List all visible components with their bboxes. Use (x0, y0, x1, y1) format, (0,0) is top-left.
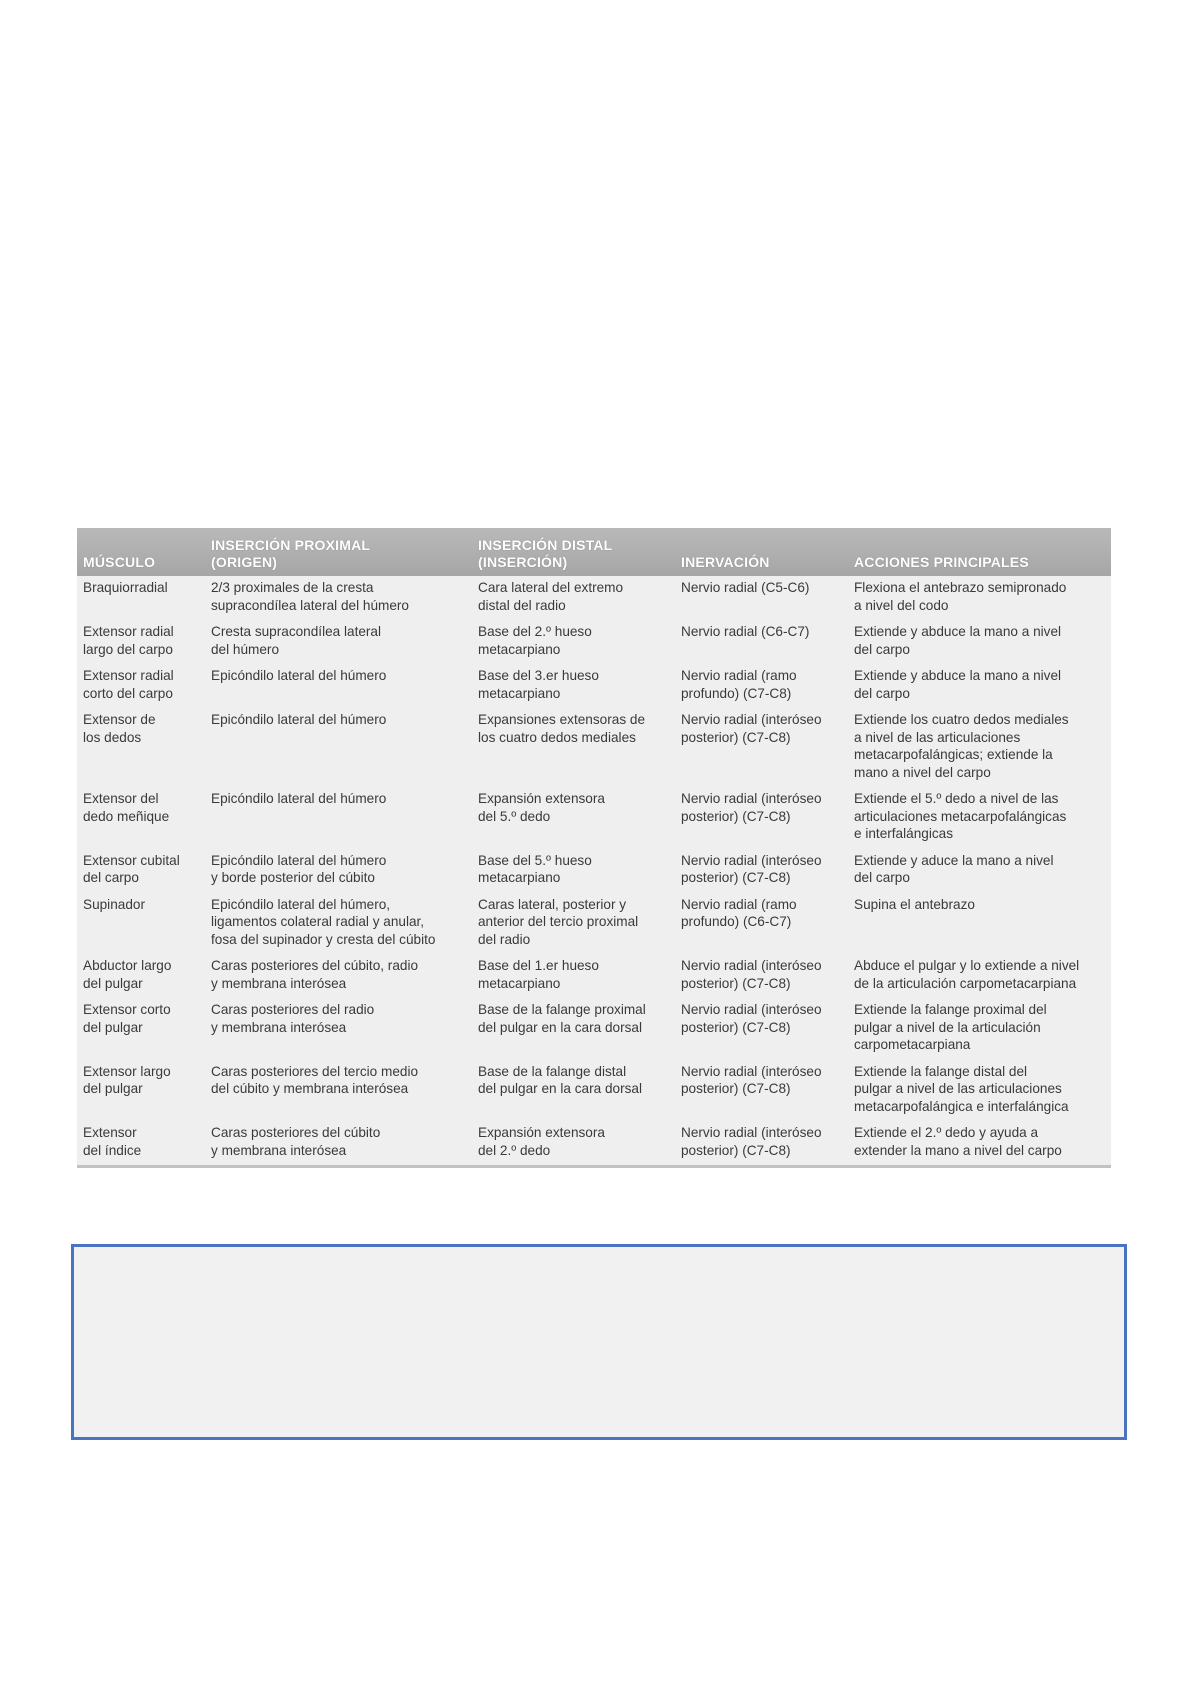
cell-muscle: Extensor corto del pulgar (83, 1002, 171, 1035)
cell-actions: Extiende el 2.º dedo y ayuda a extender la mano a nivel del carpo (854, 1125, 1062, 1158)
table-header (77, 528, 1111, 576)
cell-distal: Caras lateral, posterior y anterior del tercio proximal del radio (478, 896, 639, 947)
cell-proximal: Epicóndilo lateral del húmero (211, 791, 387, 806)
header-innervation: INERVACIÓN (675, 528, 848, 576)
muscle-table (77, 528, 1111, 1165)
cell-actions: Extiende los cuatro dedos mediales a nivel de las articulaciones metacarpofalángicas; extiende la mano a nivel del carpo (854, 712, 1069, 780)
cell-muscle: Extensor del dedo meñique (83, 791, 170, 824)
cell-actions: Extiende la falange proximal del pulgar a nivel de la articulación carpometacarpiana (854, 1002, 1047, 1052)
cell-proximal: 2/3 proximales de la cresta supracondílea lateral del húmero (211, 580, 409, 613)
cell-proximal: Caras posteriores del tercio medio del cúbito y membrana interósea (211, 1063, 419, 1096)
header-main-actions: ACCIONES PRINCIPALES (848, 528, 1111, 576)
cell-innervation: Nervio radial (C5-C6) (681, 580, 810, 595)
table-row (77, 787, 1111, 849)
table-row (77, 998, 1111, 1060)
table-row (77, 576, 1111, 620)
header-muscle: MÚSCULO (77, 528, 205, 576)
cell-innervation: Nervio radial (interóseo posterior) (C7-C8) (681, 791, 822, 824)
cell-innervation: Nervio radial (interóseo posterior) (C7-C8) (681, 712, 822, 745)
cell-distal: Expansión extensora del 2.º dedo (478, 1125, 605, 1158)
cell-proximal: Cresta supracondílea lateral del húmero (211, 624, 382, 657)
cell-proximal: Epicóndilo lateral del húmero (211, 668, 387, 683)
table-row (77, 849, 1111, 893)
table-row (77, 664, 1111, 708)
cell-proximal: Epicóndilo lateral del húmero, ligamentos colateral radial y anular, fosa del supinador y cresta del cúbito (211, 896, 436, 947)
cell-distal: Base del 1.er hueso metacarpiano (478, 958, 599, 991)
cell-proximal: Caras posteriores del cúbito y membrana interósea (211, 1125, 381, 1158)
cell-distal: Base de la falange proximal del pulgar en la cara dorsal (478, 1002, 646, 1035)
table-row (77, 708, 1111, 787)
table-row (77, 620, 1111, 664)
cell-innervation: Nervio radial (interóseo posterior) (C7-C8) (681, 1002, 822, 1035)
cell-muscle: Abductor largo del pulgar (83, 958, 172, 991)
cell-innervation: Nervio radial (ramo profundo) (C6-C7) (681, 896, 797, 929)
cell-innervation: Nervio radial (interóseo posterior) (C7-C8) (681, 852, 822, 885)
cell-actions: Extiende y abduce la mano a nivel del carpo (854, 668, 1062, 701)
header-distal-insertion: INSERCIÓN DISTAL (INSERCIÓN) (472, 528, 675, 576)
cell-distal: Base de la falange distal del pulgar en la cara dorsal (478, 1063, 642, 1096)
table-row (77, 1121, 1111, 1165)
cell-innervation: Nervio radial (interóseo posterior) (C7-C8) (681, 1125, 822, 1158)
cell-muscle: Extensor radial largo del carpo (83, 624, 174, 657)
header-row (77, 528, 1111, 576)
cell-muscle: Supinador (83, 896, 145, 912)
muscle-table-container (77, 528, 1111, 1168)
header-proximal-insertion: INSERCIÓN PROXIMAL (ORIGEN) (205, 528, 472, 576)
cell-distal: Expansiones extensoras de los cuatro dedos mediales (478, 712, 646, 745)
table-row (77, 1060, 1111, 1122)
table-body (77, 576, 1111, 1165)
cell-muscle: Extensor del índice (83, 1125, 142, 1158)
cell-innervation: Nervio radial (interóseo posterior) (C7-C8) (681, 958, 822, 991)
cell-proximal: Epicóndilo lateral del húmero (211, 712, 387, 727)
cell-distal: Expansión extensora del 5.º dedo (478, 791, 605, 824)
cell-muscle: Braquiorradial (83, 580, 168, 595)
cell-distal: Base del 2.º hueso metacarpiano (478, 624, 592, 657)
cell-muscle: Extensor radial corto del carpo (83, 668, 174, 701)
table-row (77, 893, 1111, 955)
cell-distal: Base del 3.er hueso metacarpiano (478, 668, 599, 701)
cell-distal: Cara lateral del extremo distal del radio (478, 580, 624, 613)
cell-actions: Extiende la falange distal del pulgar a nivel de las articulaciones metacarpofalángica e interfalángica (854, 1063, 1069, 1114)
cell-actions: Extiende y aduce la mano a nivel del carpo (854, 852, 1054, 885)
cell-proximal: Caras posteriores del cúbito, radio y membrana interósea (211, 958, 419, 991)
cell-actions: Abduce el pulgar y lo extiende a nivel de la articulación carpometacarpiana (854, 958, 1080, 991)
cell-proximal: Caras posteriores del radio y membrana interósea (211, 1002, 375, 1035)
cell-innervation: Nervio radial (ramo profundo) (C7-C8) (681, 668, 797, 701)
cell-muscle: Extensor de los dedos (83, 712, 156, 745)
cell-distal: Base del 5.º hueso metacarpiano (478, 852, 592, 885)
cell-actions: Supina el antebrazo (854, 896, 975, 912)
cell-actions: Flexiona el antebrazo semipronado a nivel del codo (854, 580, 1067, 613)
cell-muscle: Extensor cubital del carpo (83, 852, 180, 885)
table-row (77, 954, 1111, 998)
cell-innervation: Nervio radial (interóseo posterior) (C7-C8) (681, 1063, 822, 1096)
cell-innervation: Nervio radial (C6-C7) (681, 624, 810, 639)
cell-proximal: Epicóndilo lateral del húmero y borde posterior del cúbito (211, 852, 387, 885)
note-box (71, 1244, 1127, 1440)
cell-muscle: Extensor largo del pulgar (83, 1063, 171, 1096)
cell-actions: Extiende y abduce la mano a nivel del carpo (854, 624, 1062, 657)
cell-actions: Extiende el 5.º dedo a nivel de las articulaciones metacarpofalángicas e interfalángicas (854, 791, 1067, 841)
